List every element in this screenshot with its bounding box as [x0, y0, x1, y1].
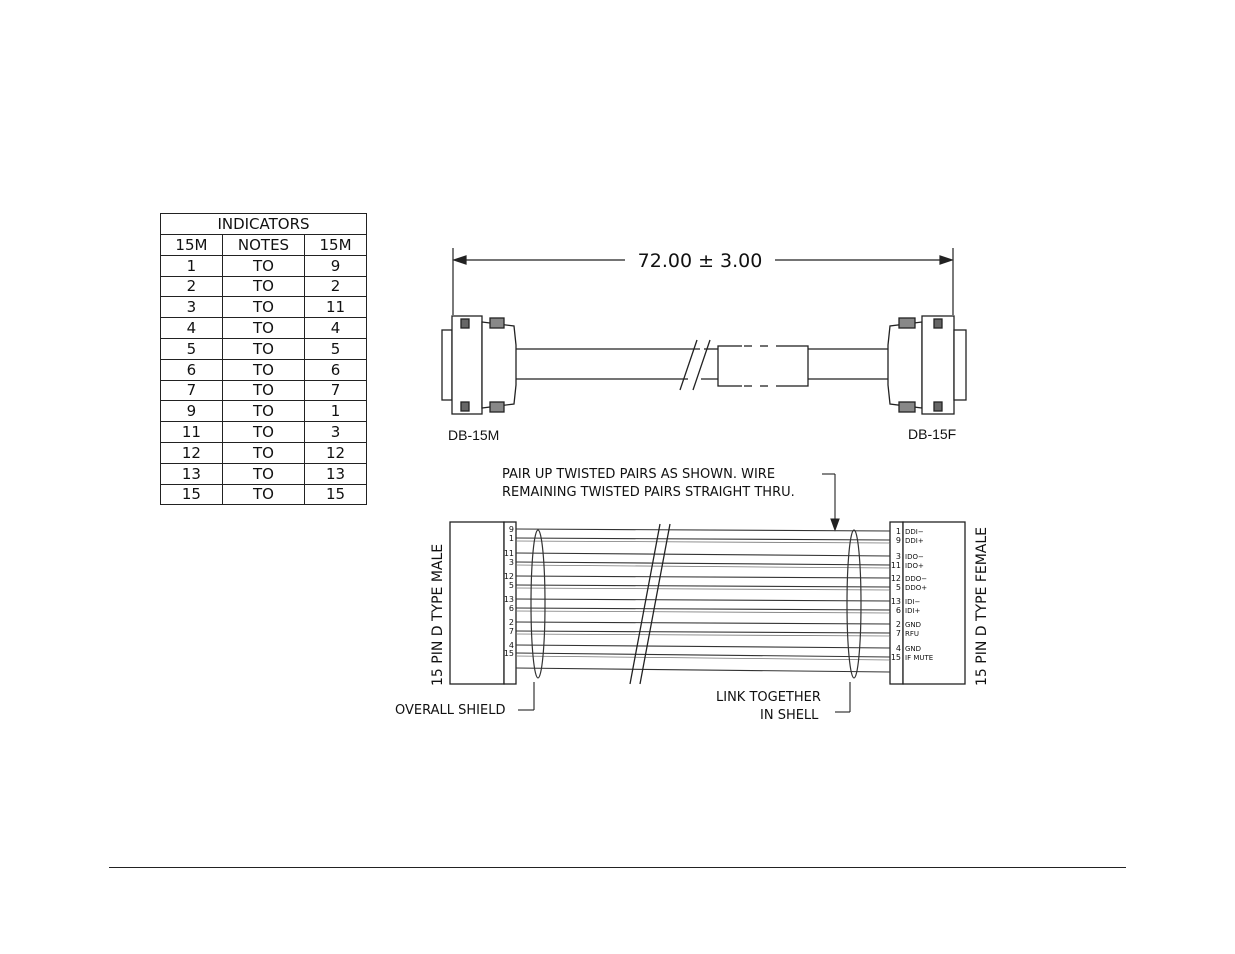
male-pin-number: 1	[508, 534, 514, 543]
wire	[516, 553, 890, 556]
note-cell: TO	[222, 255, 304, 276]
note-cell: TO	[222, 442, 304, 463]
wire	[516, 562, 890, 565]
female-signal-name: DDO−	[905, 575, 928, 583]
length-label: 72.00 ± 3.00	[637, 250, 763, 272]
pin-from-cell: 7	[161, 380, 223, 401]
note-leader	[822, 474, 839, 530]
wire	[516, 529, 890, 531]
pin-to-cell: 5	[305, 338, 367, 359]
female-pin-number: 11	[890, 561, 901, 570]
pin-to-cell: 11	[305, 297, 367, 318]
db15f-connector	[888, 316, 966, 414]
wire	[516, 538, 890, 540]
pin-from-cell: 3	[161, 297, 223, 318]
female-signal-name: IDO+	[905, 562, 924, 570]
table-header-15m-right: 15M	[305, 235, 367, 256]
wire-pair	[516, 634, 890, 636]
male-pin-number: 15	[503, 649, 514, 658]
male-pin-number: 9	[508, 525, 514, 534]
female-pin-number: 5	[895, 583, 901, 592]
male-pin-number: 12	[503, 572, 514, 581]
male-pin-number: 5	[508, 581, 514, 590]
female-signal-name: IDO−	[905, 553, 924, 561]
note-cell: TO	[222, 401, 304, 422]
pin-to-cell: 12	[305, 442, 367, 463]
pin-from-cell: 1	[161, 255, 223, 276]
pin-to-cell: 2	[305, 276, 367, 297]
pin-to-cell: 3	[305, 422, 367, 443]
wire	[516, 599, 890, 601]
wire	[516, 608, 890, 610]
female-pin-number: 15	[890, 653, 901, 662]
wiring-note-line2: REMAINING TWISTED PAIRS STRAIGHT THRU.	[502, 485, 795, 500]
pin-to-cell: 13	[305, 463, 367, 484]
wire	[516, 576, 890, 578]
male-pin-number: 11	[503, 549, 514, 558]
wire-pair	[516, 611, 890, 613]
pin-to-cell: 15	[305, 484, 367, 505]
note-cell: TO	[222, 338, 304, 359]
female-signal-name: DDI+	[905, 537, 924, 545]
right-connector-label: DB-15F	[908, 426, 957, 442]
pin-from-cell: 11	[161, 422, 223, 443]
male-pin-number: 4	[508, 641, 514, 650]
female-pin-number: 3	[895, 552, 901, 561]
wire-pair	[516, 541, 890, 543]
pin-from-cell: 2	[161, 276, 223, 297]
male-pin-number: 3	[508, 558, 514, 567]
note-cell: TO	[222, 380, 304, 401]
wire	[516, 645, 890, 648]
pin-to-cell: 9	[305, 255, 367, 276]
female-pin-number: 4	[895, 644, 901, 653]
female-pin-number: 2	[895, 620, 901, 629]
note-cell: TO	[222, 318, 304, 339]
male-connector-label: 15 PIN D TYPE MALE	[430, 543, 446, 686]
db15m-connector	[442, 316, 516, 414]
cable-body	[516, 340, 890, 390]
wire-pair	[516, 565, 890, 568]
pin-from-cell: 13	[161, 463, 223, 484]
wire	[516, 631, 890, 633]
female-signal-name: DDI−	[905, 528, 924, 536]
table-title: INDICATORS	[161, 214, 367, 235]
footer-rule	[109, 867, 1126, 868]
female-pin-number: 1	[895, 527, 901, 536]
female-pin-number: 6	[895, 606, 901, 615]
female-signal-name: IF MUTE	[905, 654, 934, 662]
female-signal-name: RFU	[905, 630, 920, 638]
wire	[516, 585, 890, 587]
female-signal-name: DDO+	[905, 584, 928, 592]
female-connector-label: 15 PIN D TYPE FEMALE	[974, 526, 990, 686]
note-cell: TO	[222, 463, 304, 484]
pin-from-cell: 4	[161, 318, 223, 339]
pin-from-cell: 15	[161, 484, 223, 505]
wire-pair	[516, 588, 890, 590]
note-cell: TO	[222, 359, 304, 380]
female-signal-name: IDI+	[905, 607, 921, 615]
female-signal-name: GND	[905, 645, 922, 653]
pin-from-cell: 9	[161, 401, 223, 422]
pin-from-cell: 6	[161, 359, 223, 380]
pin-from-cell: 12	[161, 442, 223, 463]
wire-group	[516, 529, 890, 672]
pin-to-cell: 6	[305, 359, 367, 380]
note-cell: TO	[222, 422, 304, 443]
pin-to-cell: 7	[305, 380, 367, 401]
wiring-note-line1: PAIR UP TWISTED PAIRS AS SHOWN. WIRE	[502, 467, 776, 482]
overall-shield-label: OVERALL SHIELD	[395, 703, 506, 718]
female-pin-number: 9	[895, 536, 901, 545]
table-header-15m-left: 15M	[161, 235, 223, 256]
table-header-notes: NOTES	[222, 235, 304, 256]
female-pin-number: 13	[890, 597, 901, 606]
pin-from-cell: 5	[161, 338, 223, 359]
female-pin-number: 12	[890, 574, 901, 583]
male-pin-number: 13	[503, 595, 514, 604]
male-pin-number: 6	[508, 604, 514, 613]
pin-to-cell: 1	[305, 401, 367, 422]
shield-wire	[516, 668, 890, 672]
female-pin-number: 7	[895, 629, 901, 638]
link-together-label: LINK TOGETHER	[716, 690, 821, 705]
in-shell-label: IN SHELL	[760, 708, 819, 723]
wire	[516, 622, 890, 624]
male-pin-number: 7	[508, 627, 514, 636]
note-cell: TO	[222, 484, 304, 505]
note-cell: TO	[222, 276, 304, 297]
left-connector-label: DB-15M	[448, 427, 500, 443]
note-cell: TO	[222, 297, 304, 318]
male-pin-number: 2	[508, 618, 514, 627]
female-signal-name: GND	[905, 621, 922, 629]
pin-to-cell: 4	[305, 318, 367, 339]
female-signal-name: IDI−	[905, 598, 921, 606]
